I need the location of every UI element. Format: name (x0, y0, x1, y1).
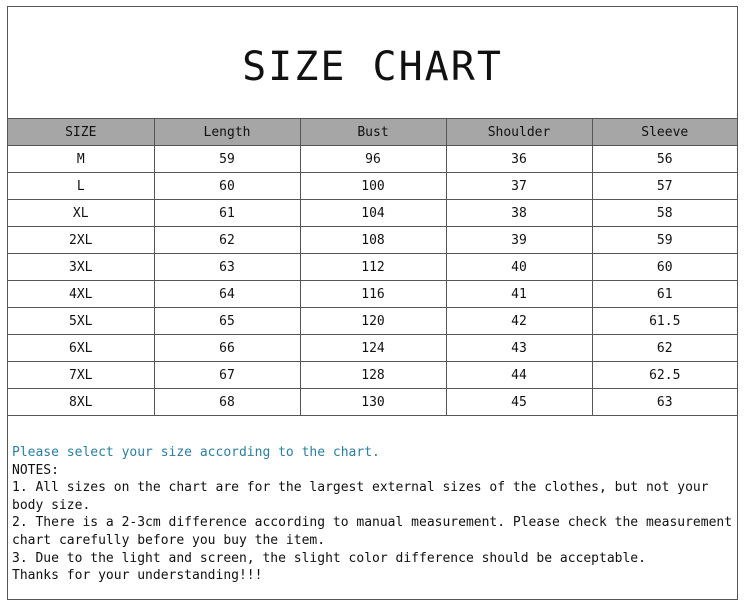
cell-length: 63 (154, 254, 300, 281)
size-hint-text: Please select your size according to the chart. (12, 445, 380, 460)
column-header-size: SIZE (8, 119, 154, 146)
cell-length: 67 (154, 362, 300, 389)
cell-bust: 108 (300, 227, 446, 254)
cell-shoulder: 36 (446, 146, 592, 173)
cell-size: XL (8, 200, 154, 227)
table-row (8, 308, 737, 335)
cell-length: 59 (154, 146, 300, 173)
table-row (8, 389, 737, 416)
cell-bust: 104 (300, 200, 446, 227)
cell-length: 65 (154, 308, 300, 335)
note-item: 3. Due to the light and screen, the slight color difference should be acceptable. (12, 550, 646, 566)
cell-size: M (8, 146, 154, 173)
note-item: 1. All sizes on the chart are for the largest external sizes of the clothes, but not your body size. (12, 480, 709, 513)
column-header-length: Length (154, 119, 300, 146)
cell-size: 7XL (8, 362, 154, 389)
cell-sleeve: 63 (592, 389, 737, 416)
table-row (8, 254, 737, 281)
cell-size: 4XL (8, 281, 154, 308)
cell-size: 5XL (8, 308, 154, 335)
column-header-shoulder: Shoulder (446, 119, 592, 146)
cell-length: 61 (154, 200, 300, 227)
cell-bust: 96 (300, 146, 446, 173)
cell-shoulder: 44 (446, 362, 592, 389)
column-header-bust: Bust (300, 119, 446, 146)
table-row (8, 146, 737, 173)
cell-length: 60 (154, 173, 300, 200)
cell-bust: 100 (300, 173, 446, 200)
table-row (8, 227, 737, 254)
cell-size: 3XL (8, 254, 154, 281)
cell-size: 2XL (8, 227, 154, 254)
table-header-row (8, 119, 737, 146)
cell-size: L (8, 173, 154, 200)
column-header-sleeve: Sleeve (592, 119, 737, 146)
table-row (8, 362, 737, 389)
table-row (8, 335, 737, 362)
cell-bust: 112 (300, 254, 446, 281)
cell-sleeve: 59 (592, 227, 737, 254)
cell-sleeve: 57 (592, 173, 737, 200)
cell-bust: 124 (300, 335, 446, 362)
cell-bust: 120 (300, 308, 446, 335)
cell-shoulder: 37 (446, 173, 592, 200)
thanks-text: Thanks for your understanding!!! (12, 568, 263, 584)
cell-sleeve: 62 (592, 335, 737, 362)
cell-size: 6XL (8, 335, 154, 362)
cell-sleeve: 61 (592, 281, 737, 308)
cell-length: 66 (154, 335, 300, 362)
table-row (8, 173, 737, 200)
title-area (8, 7, 737, 119)
cell-shoulder: 45 (446, 389, 592, 416)
notes-section (12, 444, 734, 585)
cell-length: 64 (154, 281, 300, 308)
cell-shoulder: 40 (446, 254, 592, 281)
cell-sleeve: 60 (592, 254, 737, 281)
cell-sleeve: 61.5 (592, 308, 737, 335)
size-chart-frame (7, 6, 738, 600)
cell-bust: 128 (300, 362, 446, 389)
cell-bust: 116 (300, 281, 446, 308)
cell-sleeve: 56 (592, 146, 737, 173)
note-item: 2. There is a 2-3cm difference according to manual measurement. Please check the measurement chart carefully before you buy the item. (12, 515, 733, 548)
cell-shoulder: 43 (446, 335, 592, 362)
cell-bust: 130 (300, 389, 446, 416)
cell-shoulder: 38 (446, 200, 592, 227)
cell-shoulder: 41 (446, 281, 592, 308)
table-row (8, 200, 737, 227)
cell-size: 8XL (8, 389, 154, 416)
cell-length: 68 (154, 389, 300, 416)
cell-shoulder: 42 (446, 308, 592, 335)
cell-sleeve: 58 (592, 200, 737, 227)
table-row (8, 281, 737, 308)
page-title: SIZE CHART (242, 44, 503, 90)
size-table (8, 118, 737, 416)
notes-heading: NOTES: (12, 462, 59, 478)
cell-length: 62 (154, 227, 300, 254)
cell-shoulder: 39 (446, 227, 592, 254)
cell-sleeve: 62.5 (592, 362, 737, 389)
